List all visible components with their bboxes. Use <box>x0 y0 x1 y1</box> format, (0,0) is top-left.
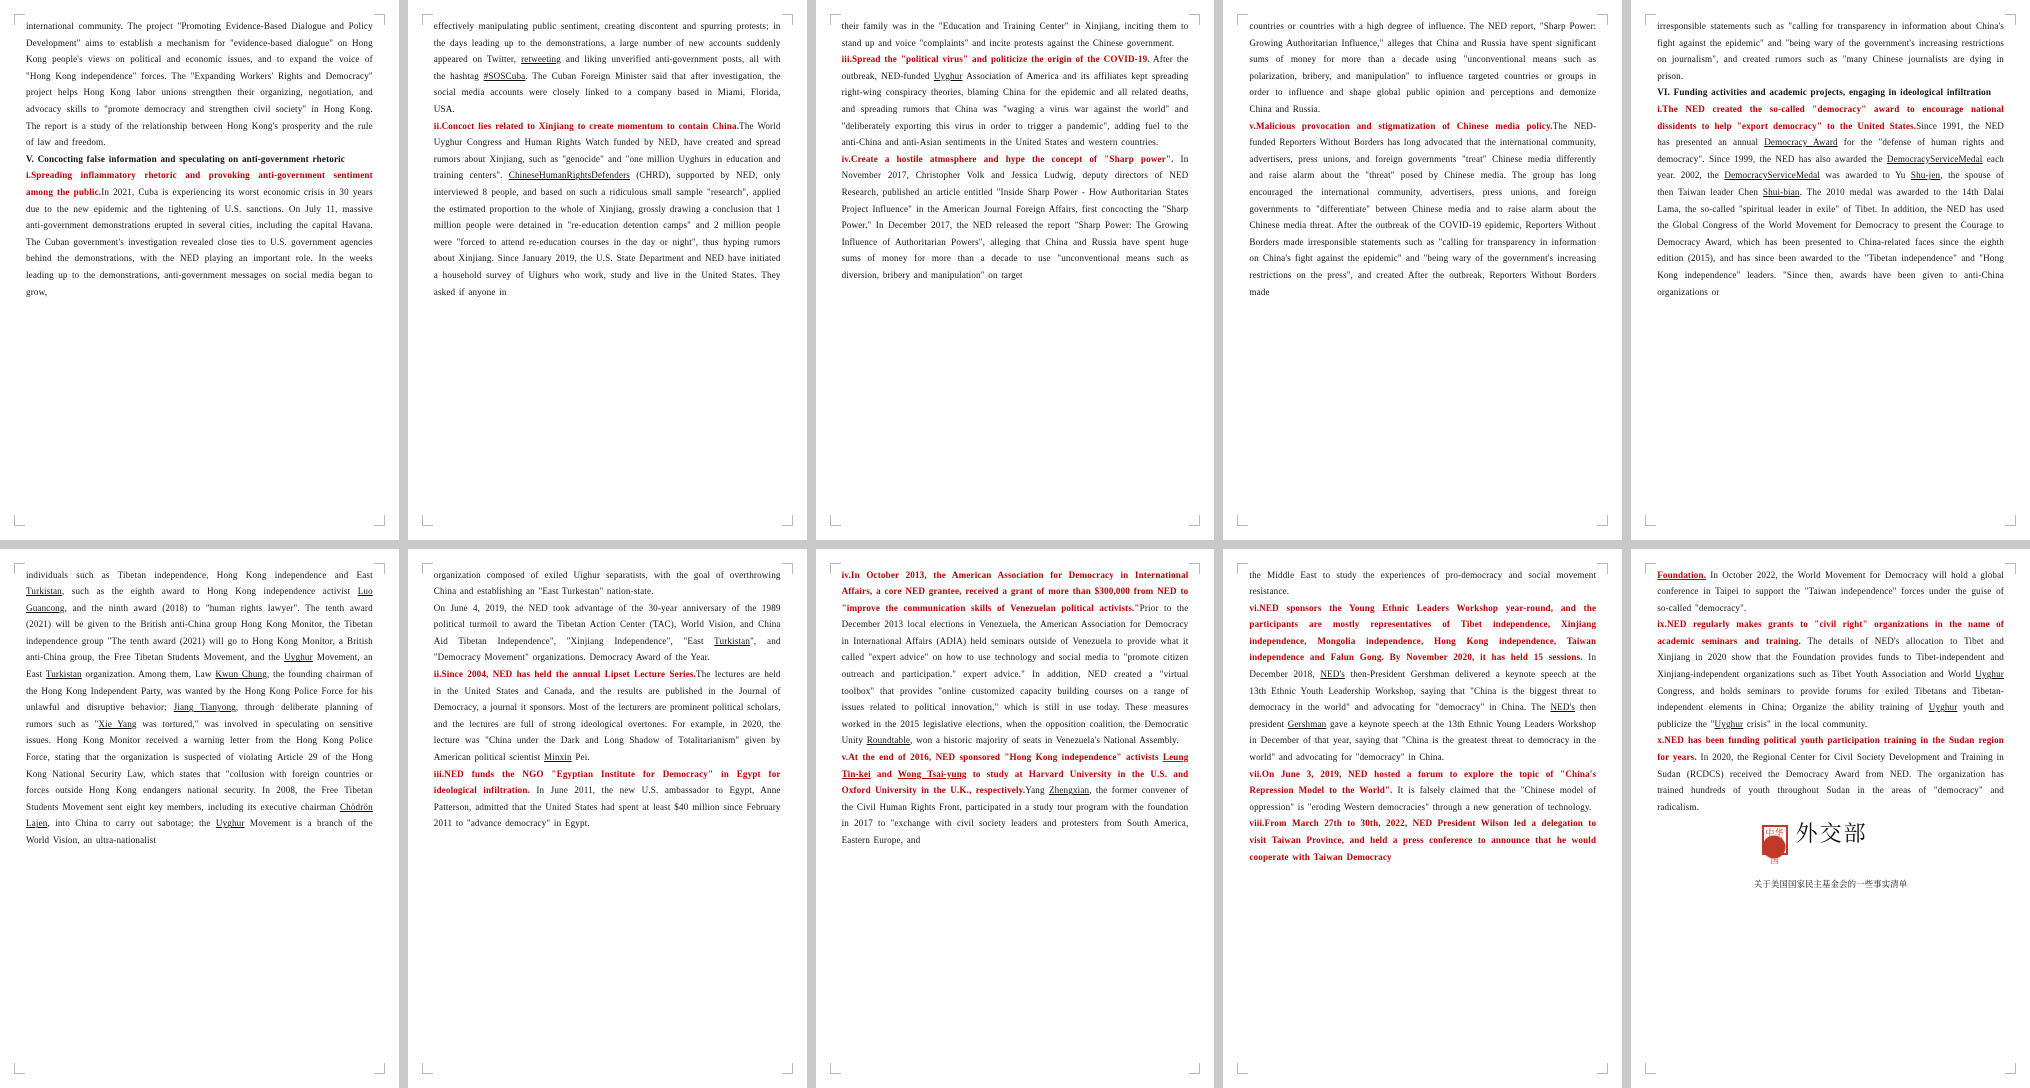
emphasis-red-text: ix.NED regularly makes grants to "civil right" organizations in the name of academic seminars and training. <box>1657 619 2004 646</box>
emphasis-red-text: and <box>870 768 898 779</box>
emphasis-red-text: iv.In October 2013, the American Association for Democracy in International Affairs, a core NED grantee, received a grant of more than $300,000 from NED to "improve the communication skills of Venezuelan political activists." <box>841 569 1189 613</box>
page-body <box>842 567 1189 849</box>
paragraph <box>1657 18 2004 84</box>
body-text: crisis" in the local community. <box>1743 718 1868 729</box>
body-text: In 2020, the Regional Center for Civil Society Development and Training in Sudan (RCDCS) received the Democracy Award from NED. The organization has trained hundreds of youth throughout Sudan in the areas of "democracy" and radicalism. <box>1657 752 2004 812</box>
body-text: On June 4, 2019, the NED took advantage of the 30-year anniversary of the 1989 political turmoil to award the Tibetan Action Center (TAC), World Vision, and China Aid Tibetan Independence", "Xinjiang Independence", "East <box>433 602 781 646</box>
body-text: Pei. <box>571 752 590 763</box>
paragraph <box>26 167 373 300</box>
body-text: each year. 2002, the <box>1657 153 2004 181</box>
body-text: organization composed of exiled Uighur separatists, with the goal of overthrowing China and establishing an "East Turkestan" nation-state. <box>433 569 781 597</box>
body-text: , the founding chairman of the Hong Kong Independent Party, was wanted by the Hong Kong Police Force for his unlawful and disruptive behavior; <box>26 669 373 713</box>
crop-mark-icon <box>14 1063 25 1074</box>
body-text: The NED-funded Reporters Without Borders has long advocated that the international community, advertisers, press unions, and foreign governments "treat" Chinese media differently and raise alarm about the "threat" posed by Chinese media. The group has long encouraged the international community, advertisers, press unions, and foreign governments to "differentiate" between Chinese media and to raise alarm about the Chinese media threat. After the outbreak of the COVID-19 epidemic, Reporters Without Borders made irresponsible statements such as "calling for transparency in information on China's fight against the epidemic" and "being wary of the government's increasing restrictions on the press", and created After the outbreak, Reporters Without Borders made <box>1249 120 1597 297</box>
underlined-term: Gershman <box>1287 718 1327 729</box>
paragraph <box>1657 84 2004 101</box>
underlined-term: Uyghur <box>1928 702 1958 713</box>
paragraph <box>1249 118 1596 301</box>
paragraph <box>434 567 781 600</box>
body-text: Yang <box>1025 785 1049 796</box>
body-text: then president <box>1249 702 1597 729</box>
body-text: international community. The project "Promoting Evidence-Based Dialogue and Policy Development" aims to establish a mechanism for "evidence-based dialogue" on Hong Kong people's views on political and economic issues, and to expand the voice of "Hong Kong independence" forces. The "Expanding Workers' Rights and Democracy" project helps Hong Kong labor unions strengthen their organizing, negotiation, and advocacy skills to "promote democracy and strengthen civil society" in Hong Kong. The report is a study of the relationship between Hong Kong's prosperity and the rule of law and freedom. <box>26 21 373 148</box>
emphasis-red-text: x.NED has been funding political youth participation training in the Sudan region for years. <box>1657 735 2004 763</box>
section-heading-text: VI. Funding activities and academic projects, engaging in ideological infiltration <box>1657 87 1992 98</box>
crop-mark-icon <box>782 563 793 574</box>
crop-mark-icon <box>374 1063 385 1074</box>
body-text: . The Cuban Foreign Minister said that after investigation, the social media accounts were closely linked to a company based in Miami, Florida, USA. <box>433 70 781 114</box>
paragraph <box>842 51 1189 151</box>
crop-mark-icon <box>422 1063 433 1074</box>
crop-mark-icon <box>1189 563 1200 574</box>
crop-mark-icon <box>830 563 841 574</box>
crop-mark-icon <box>1237 563 1248 574</box>
document-page[interactable] <box>1223 549 1622 1088</box>
crop-mark-icon <box>2005 515 2016 526</box>
emphasis-red-underline-text: Wong Tsai-yung <box>897 768 967 779</box>
underlined-term: Roundtable <box>866 735 911 746</box>
body-text: , and the ninth award (2018) to "human rights lawyer". The tenth award (2021) will be given to the British anti-China group Hong Kong Monitor, the Tibetan independence group "The tenth award (2021) will go to Hong Kong Monitor, a British anti-China group, the Free Tibetan Students Movement, and the <box>26 602 373 663</box>
underlined-term: Uyghur <box>1975 669 2004 680</box>
paragraph <box>842 18 1189 51</box>
underlined-term: NED's <box>1320 669 1345 680</box>
crop-mark-icon <box>374 14 385 25</box>
crop-mark-icon <box>14 14 25 25</box>
emphasis-red-underline-text: Leung Tin-kei <box>841 752 1189 779</box>
document-page[interactable] <box>0 0 399 540</box>
crop-mark-icon <box>1597 14 1608 25</box>
body-text: Since 1991, the NED has presented an annual <box>1657 120 2004 148</box>
page-body <box>26 567 373 849</box>
paragraph <box>842 567 1189 750</box>
underlined-term: Turkistan <box>45 669 82 680</box>
crop-mark-icon <box>1237 14 1248 25</box>
crop-mark-icon <box>830 14 841 25</box>
crop-mark-icon <box>1189 14 1200 25</box>
page-body <box>842 18 1189 284</box>
document-page[interactable] <box>816 549 1215 1088</box>
paragraph <box>1249 18 1596 118</box>
body-text: gave a keynote speech at the 13th Ethnic Young Leaders Workshop in December of that year, saying that "China is the greatest threat to democracy in the world" and advocating for "democracy" in China. <box>1249 718 1597 763</box>
underlined-term: Chödrön Lajen <box>26 801 373 829</box>
page-body <box>1657 18 2004 300</box>
crop-mark-icon <box>830 515 841 526</box>
body-text: organization. Among them, Law <box>81 669 216 680</box>
crop-mark-icon <box>2005 1063 2016 1074</box>
crop-mark-icon <box>422 515 433 526</box>
body-text: Movement, an East <box>26 652 373 680</box>
underlined-term: Uyghur <box>215 818 245 829</box>
body-text: their family was in the "Education and Training Center" in Xinjiang, inciting them to stand up and voice "complaints" and incite protests against the Chinese government. <box>841 21 1189 48</box>
paragraph <box>434 766 781 832</box>
body-text: In June 2011, the new U.S. ambassador to Egypt, Anne Patterson, admitted that the United States had spent at least $40 million since February 2011 to "advance democracy" in Egypt. <box>433 785 781 829</box>
crop-mark-icon <box>2005 563 2016 574</box>
paragraph <box>434 600 781 666</box>
body-text: , into China to carry out sabotage; the <box>47 818 216 829</box>
body-text: individuals such as Tibetan independence, Hong Kong independence and East <box>26 569 373 580</box>
body-text: , won a historic majority of seats in Venezuela's National Assembly. <box>910 735 1179 746</box>
emphasis-red-text: iii.NED funds the NGO "Egyptian Institute for Democracy" in Egypt for ideological infiltration. <box>433 768 781 796</box>
emphasis-red-text: v.At the end of 2016, NED sponsored "Hong Kong independence" activists <box>841 752 1163 763</box>
emphasis-red-text: vii.On June 3, 2019, NED hosted a forum to explore the topic of "China's Repression Model to the World". <box>1249 768 1597 796</box>
body-text: , through deliberate planning of rumors such as " <box>26 702 373 729</box>
ministry-seal-image <box>1657 821 2004 893</box>
body-text: was awarded to Yu <box>1819 170 1911 181</box>
body-text: ", and "Democracy Movement" organizations. Democracy Award of the Year. <box>433 635 781 663</box>
paragraph <box>1249 815 1596 865</box>
emphasis-red-text: ii.Concoct lies related to Xinjiang to create momentum to contain China. <box>433 120 740 131</box>
underlined-term: Turkistan <box>714 635 751 646</box>
paragraph <box>1249 766 1596 816</box>
paragraph <box>1657 732 2004 815</box>
section-heading-text: V. Concocting false information and speculating on anti-government rhetoric <box>26 153 345 164</box>
image-caption: 关于美国国家民主基金会的一些事实清单 <box>1753 879 1908 890</box>
crop-mark-icon <box>782 1063 793 1074</box>
underlined-term: DemocracyServiceMedal <box>1724 170 1820 181</box>
emphasis-red-text: iv.Create a hostile atmosphere and hype the concept of "Sharp power". <box>841 153 1174 164</box>
crop-mark-icon <box>1645 14 1656 25</box>
paragraph <box>26 18 373 151</box>
page-body <box>1249 18 1596 300</box>
paragraph <box>434 666 781 766</box>
body-text: . The 2010 medal was awarded to the 14th Dalai Lama, the so-called "spiritual leader in exile" of Tibet. In addition, the NED has used the Global Congress of the World Movement for Democracy to present the Courage to Democracy Award, which has been presented to China-related faces since the eighth edition (2015), and has since been awarded to the "Tibetan independence" and "Hong Kong independence" leaders. "Since then, awards have been given to anti-China organizations or <box>1657 186 2004 297</box>
crop-mark-icon <box>2005 14 2016 25</box>
crop-mark-icon <box>374 563 385 574</box>
body-text: , the former convener of the Civil Human Rights Front, participated in a study tour program with the foundation in 2017 to "exchange with civil society leaders and protesters from South America, Eastern Europe, and <box>841 785 1189 845</box>
body-text: In October 2022, the World Movement for Democracy will hold a global conference in Taipei to support the "Taiwan independence" forces under the guise of so-called "democracy". <box>1657 569 2004 613</box>
body-text: then-President Gershman delivered a keynote speech at the 13th Ethnic Youth Leadership Workshop, saying that "China is the biggest threat to democracy in the world" and advocating for "democracy" in China. The <box>1249 669 1597 713</box>
crop-mark-icon <box>830 1063 841 1074</box>
emphasis-red-text: i.The NED created the so-called "democracy" award to encourage national dissidents to help "export democracy" to the United States. <box>1657 103 2004 131</box>
paragraph <box>1657 101 2004 300</box>
body-text: In 2021, Cuba is experiencing its worst economic crisis in 30 years due to the new epidemic and the tightening of U.S. sanctions. On July 11, massive anti-government demonstrations erupted in several cities, including the capital Havana. The Cuban government's investigation revealed close ties to U.S. government agencies behind the demonstrations, with the NED playing an important role. In the weeks leading up to the demonstrations, anti-government messages on social media began to grow, <box>26 186 373 297</box>
seal-graphic <box>1756 821 1906 873</box>
page-body <box>434 18 781 300</box>
body-text: Congress, and holds seminars to provide forums for exiled Tibetans and Tibetan-independent elements in China; Organize the ability training of <box>1657 685 2004 713</box>
underlined-term: Uyghur <box>1714 718 1744 729</box>
body-text: Movement is a branch of the World Vision, an ultra-nationalist <box>26 818 373 845</box>
underlined-term: #SOSCuba <box>483 70 526 81</box>
crop-mark-icon <box>14 515 25 526</box>
underlined-term: Kwun Chung <box>215 669 267 680</box>
crop-mark-icon <box>1237 1063 1248 1074</box>
underlined-term: Shu-jen <box>1910 170 1941 181</box>
paragraph <box>1249 600 1596 766</box>
underlined-term: Uyghur <box>284 652 313 663</box>
body-text: In November 2017, Christopher Volk and Jessica Ludwig, deputy directors of NED Research, published an article entitled "Inside Sharp Power - How Authoritarian States Project Influence" in the American Journal Foreign Affairs, first concocting the "Sharp Power." In December 2017, the NED released the report "Sharp Power: The Growing Influence of Authoritarian Powers", alleging that China and Russia have spent huge sums of money for more than a decade to use "unconventional means such as diversion, bribery and manipulation" on target <box>841 153 1189 280</box>
body-text: was tortured," was involved in speculating on sensitive issues. Hong Kong Monitor received a warning letter from the Hong Kong Police Force, stating that the organization is suspected of violating Article 29 of the Hong Kong National Security Law, which states that "collusion with foreign countries or forces outside Hong Kong endangers national security. In 2008, the Free Tibetan Students Movement sent eight key members, including its executive chairman <box>26 718 373 812</box>
underlined-term: Minxin <box>544 752 572 763</box>
paragraph <box>26 567 373 849</box>
document-page[interactable] <box>0 549 399 1088</box>
paragraph <box>1657 567 2004 617</box>
emphasis-red-text: viii.From March 27th to 30th, 2022, NED President Wilson led a delegation to visit Taiwan Province, and held a press conference to announce that he would cooperate with Taiwan Democracy <box>1249 818 1597 862</box>
document-page[interactable] <box>408 549 807 1088</box>
paragraph <box>842 749 1189 849</box>
body-text: , the spouse of then Taiwan leader Chen <box>1657 170 2004 197</box>
crop-mark-icon <box>374 515 385 526</box>
body-text: and liking unverified anti-government posts, all with the hashtag <box>433 54 781 81</box>
underlined-term: Zhengxian <box>1048 785 1090 796</box>
underlined-term: ChineseHumanRightsDefenders <box>508 170 630 181</box>
crop-mark-icon <box>1189 515 1200 526</box>
red-stamp-icon: 中华人民共和国 <box>1762 825 1788 855</box>
underlined-term: Shui-bian <box>1762 186 1800 197</box>
crop-mark-icon <box>1597 1063 1608 1074</box>
underlined-term: Democracy Award <box>1764 137 1838 148</box>
paragraph <box>1657 616 2004 732</box>
body-text: The World Uyghur Congress and Human Rights Watch funded by NED, have created and spread rumors about Xinjiang, such as "genocide" and "one million Uyghurs in education and training centers". <box>433 120 781 181</box>
underlined-term: retweeting <box>521 54 561 65</box>
underlined-term: Luo Guancong <box>26 586 373 613</box>
document-page[interactable] <box>1223 0 1622 540</box>
body-text: The lectures are held in the United States and Canada, and the results are published in the Journal of Democracy, a journal it sponsors. Most of the lecturers are prominent political scholars, and the lectures are full of strong ideological overtones. For example, in 2020, the lecture was "China under the Dark and Long Shadow of Totalitarianism" given by American political scientist <box>433 669 781 763</box>
paragraph <box>1249 567 1596 600</box>
emphasis-red-underline-text: Foundation. <box>1657 569 1707 580</box>
body-text: In December 2018, <box>1249 652 1597 680</box>
page-body <box>1249 567 1596 866</box>
crop-mark-icon <box>14 563 25 574</box>
crop-mark-icon <box>1645 563 1656 574</box>
document-page[interactable] <box>1631 0 2030 540</box>
document-page[interactable] <box>816 0 1215 540</box>
underlined-term: Xie Yang <box>98 718 137 729</box>
body-text: It is falsely claimed that the "Chinese model of oppression" is "eroding Western democracies" through a new generation of technology. <box>1249 785 1597 812</box>
emphasis-red-text: v.Malicious provocation and stigmatization of Chinese media policy. <box>1249 120 1553 131</box>
underlined-term: Uyghur <box>933 70 963 81</box>
page-body <box>26 18 373 300</box>
emphasis-red-text: vi.NED sponsors the Young Ethnic Leaders Workshop year-round, and the participants are mostly representatives of Tibet independence, Xinjiang independence, Mongolia independence, Hong Kong independence, Taiwan independence and Falun Gong. By November 2020, it has held 15 sessions. <box>1249 602 1597 663</box>
emphasis-red-text: to study at Harvard University in the U.S. and Oxford University in the U.K., respectively. <box>841 768 1189 796</box>
document-page[interactable] <box>408 0 807 540</box>
document-page[interactable] <box>1631 549 2030 1088</box>
paragraph <box>434 18 781 118</box>
body-text: Association of America and its affiliates kept spreading right-wing conspiracy theories, blaming China for the epidemic and all related deaths, and spreading rumors that China was "waging a virus war against the world" and "deliberately exporting this virus in order to trigger a pandemic", adding fuel to the anti-China and anti-Asian sentiments in the United States and western countries. <box>841 70 1189 148</box>
crop-mark-icon <box>782 14 793 25</box>
emphasis-red-text: iii.Spread the "political virus" and politicize the origin of the COVID-19. <box>841 54 1150 65</box>
paragraph <box>434 118 781 301</box>
crop-mark-icon <box>1237 515 1248 526</box>
crop-mark-icon <box>1597 515 1608 526</box>
body-text: effectively manipulating public sentiment, creating discontent and spurring protests; in the days leading up to the demonstrations, a large number of new accounts suddenly appeared on Twitter, <box>433 21 781 65</box>
seal-title-text: 外交部 <box>1795 822 1868 848</box>
page-body <box>1657 567 2004 894</box>
crop-mark-icon <box>1597 563 1608 574</box>
paragraph <box>26 151 373 168</box>
underlined-term: NED's <box>1550 702 1576 713</box>
body-text: The details of NED's allocation to Tibet and Xinjiang in 2020 show that the Foundation provides funds to Tibet-independent and Xinjiang-independent organizations such as Tibet Youth Association and World <box>1657 635 2004 680</box>
crop-mark-icon <box>782 515 793 526</box>
underlined-term: DemocracyServiceMedal <box>1886 153 1983 164</box>
body-text: for the "defense of human rights and democracy". Since 1999, the NED has also awarded the <box>1657 137 2004 164</box>
body-text: After the outbreak, NED-funded <box>841 54 1189 81</box>
paragraph <box>842 151 1189 284</box>
body-text: the Middle East to study the experiences of pro-democracy and social movement resistance. <box>1249 569 1597 597</box>
body-text: irresponsible statements such as "calling for transparency in information about China's fight against the epidemic" and "being wary of the government's increasing restrictions on journalism", and created rumors such as "many Chinese journalists are dying in prison. <box>1657 21 2004 81</box>
emphasis-red-text: ii.Since 2004, NED has held the annual Lipset Lecture Series. <box>433 669 697 680</box>
emphasis-red-text: i.Spreading inflammatory rhetoric and provoking anti-government sentiment among the public. <box>26 170 373 197</box>
body-text: (CHRD), supported by NED, only interviewed 8 people, and based on such a ridiculous small sample "research", applied the estimated proportion to the whole of Xinjiang, grossly drawing a conclusion that 1 million people were detained in "re-education detention camps" and 2 million people were "forced to attend re-education courses in the day or night", thus hyping rumors about Xinjiang. Since January 2019, the U.S. State Department and NED have initiated a household survey of Uighurs who work, study and live in the United States. They asked if anyone in <box>433 170 781 297</box>
body-text: , such as the eighth award to Hong Kong independence activist <box>61 586 358 597</box>
underlined-term: Turkistan <box>26 586 62 597</box>
crop-mark-icon <box>422 563 433 574</box>
body-text: youth and publicize the " <box>1657 702 2004 729</box>
page-body <box>434 567 781 833</box>
body-text: Prior to the December 2013 local elections in Venezuela, the American Association for Democracy in International Affairs (ADIA) held seminars outside of Venezuela to provide what it called "expert advice" on how to use technology and social media to "promote citizen outreach and participation." expert advice." In addition, NED created a "virtual toolbox" that provides "online customized capacity building courses on a range of issues related to political innovation," which is still in use today. These measures worked in the 2015 legislative elections, when the opposition coalition, the Democratic Unity <box>841 602 1189 746</box>
underlined-term: Jiang Tianyong <box>173 702 236 713</box>
crop-mark-icon <box>1189 1063 1200 1074</box>
crop-mark-icon <box>1645 1063 1656 1074</box>
crop-mark-icon <box>1645 515 1656 526</box>
crop-mark-icon <box>422 14 433 25</box>
body-text: countries or countries with a high degree of influence. The NED report, "Sharp Power: Growing Authoritarian Influence," alleges that China and Russia have spent significant sums of money for more than a decade using "unconventional means such as polarization, bribery, and manipulation" to influence targeted countries or groups in order to influence and shape global public opinion and perceptions and demonize China and Russia. <box>1249 21 1597 114</box>
